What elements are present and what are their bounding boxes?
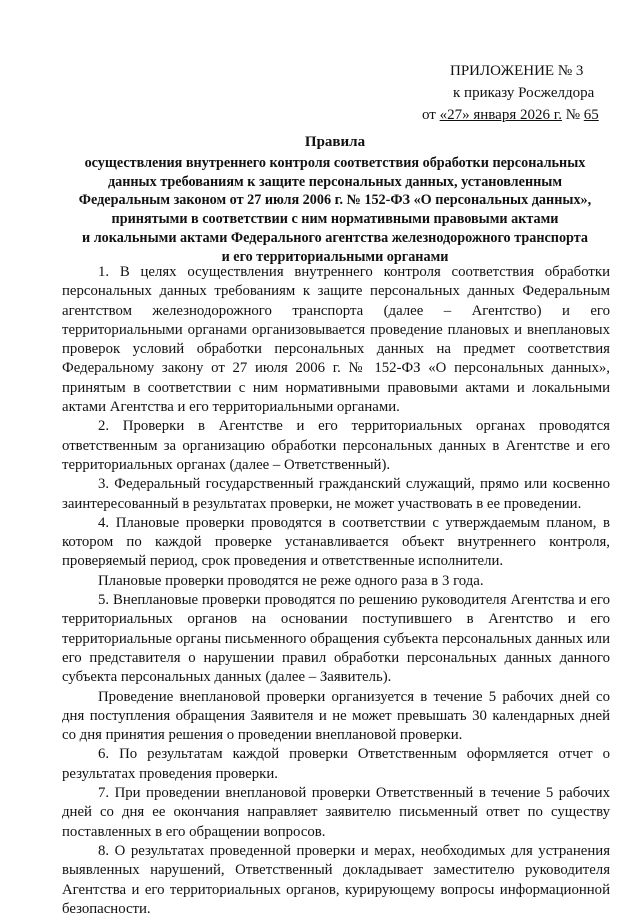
paragraph-3: 3. Федеральный государственный гражданский служащий, прямо или косвенно заинтересованный в результатах проверки, не может участвовать в ее проведении. xyxy=(62,476,610,512)
title-line: осуществления внутреннего контроля соответствия обработки персональных xyxy=(84,154,586,171)
document-title xyxy=(50,133,620,267)
appendix-label: ПРИЛОЖЕНИЕ № 3 xyxy=(450,63,584,79)
title-line: принятыми в соответствии с ним нормативными правовыми актами xyxy=(111,211,559,228)
order-number: 65 xyxy=(583,107,599,123)
paragraph-6: 6. По результатам каждой проверки Ответственным оформляется отчет о результатах проведения проверки. xyxy=(62,746,610,782)
title-line: и локальными актами Федерального агентства железнодорожного транспорта xyxy=(81,229,589,246)
paragraph-1: 1. В целях осуществления внутреннего контроля соответствия обработки персональных данных требованиям к защите персональных данных Федеральным агентством железнодорожного транспорта (далее – Агентство) и его территориальными органами организовывается проведение плановых и внеплановых проверок условий обработки персональных данных на предмет соответствия Федеральному закону от 27 июля 2006 г. № 152-ФЗ «О персональных данных», принятым в соответствии с ним нормативными правовыми актами и локальными актами Агентства и его территориальными органами. xyxy=(62,264,610,416)
paragraph-4-note: Плановые проверки проводятся не реже одного раза в 3 года. xyxy=(98,572,484,589)
title-heading: Правила xyxy=(304,134,366,150)
paragraph-4: 4. Плановые проверки проводятся в соответствии с утверждаемым планом, в котором по каждой проверке устанавливается объект внутреннего контроля, проверяемый период, срок проведения и ответственные исполнители. xyxy=(62,514,610,570)
paragraph-5: 5. Внеплановые проверки проводятся по решению руководителя Агентства и его территориальных органов на основании поступившего в Агентство и его территориальные органы письменного обращения субъекта персональных данных или его представителя о нарушении правил обработки персональных данных данного субъекта персональных данных (далее – Заявитель). xyxy=(62,592,610,686)
order-reference: к приказу Росжелдора xyxy=(453,85,595,101)
order-date-line xyxy=(422,104,630,126)
title-line: и его территориальными органами xyxy=(221,248,449,265)
number-prefix: № xyxy=(561,107,584,123)
appendix-header xyxy=(422,60,630,126)
title-line: данных требованиям к защите персональных данных, установленным xyxy=(107,173,563,190)
title-line: Федеральным законом от 27 июля 2006 г. № 152-ФЗ «О персональных данных», xyxy=(78,192,592,209)
paragraph-8: 8. О результатах проведенной проверки и мерах, необходимых для устранения выявленных нарушений, Ответственный докладывает заместителю руководителя Агентства и его территориальных органов, курирующему вопросы информационной безопасности. xyxy=(62,842,610,917)
document-body xyxy=(62,263,610,919)
paragraph-2: 2. Проверки в Агентстве и его территориальных органах проводятся ответственным за организацию обработки персональных данных в Агентстве и его территориальных органах (далее – Ответственный). xyxy=(62,418,610,473)
date-prefix: от xyxy=(422,107,440,123)
paragraph-5-note: Проведение внеплановой проверки организуется в течение 5 рабочих дней со дня поступления обращения Заявителя и не может превышать 30 календарных дней со дня принятия решения о проведении внеплановой проверки. xyxy=(62,688,610,744)
order-date: «27» января 2026 г. xyxy=(439,107,562,123)
paragraph-7: 7. При проведении внеплановой проверки Ответственный в течение 5 рабочих дней со дня ее окончания направляет заявителю письменный ответ по существу поставленных в его обращении вопросов. xyxy=(62,785,610,840)
